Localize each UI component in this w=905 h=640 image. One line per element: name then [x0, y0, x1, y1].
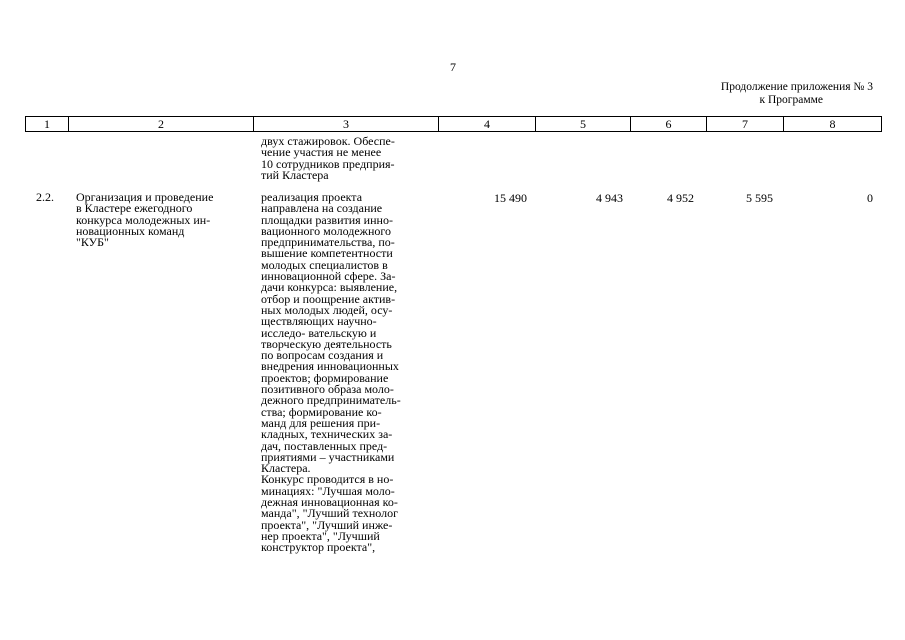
column-number-4: 4: [439, 117, 536, 132]
appendix-note-line2: к Программе: [759, 94, 823, 106]
row-value-col6: 4 952: [667, 191, 694, 205]
row-name: Организация и проведение в Кластере ежегодного конкурса молодежных ин- новационных команд "КУБ": [76, 190, 214, 250]
column-number-1: 1: [26, 117, 69, 132]
column-number-6: 6: [631, 117, 707, 132]
column-number-header: [25, 116, 882, 132]
column-number-2: 2: [69, 117, 254, 132]
column-number-5: 5: [536, 117, 631, 132]
row-index: 2.2.: [36, 190, 54, 204]
row-value-col5: 4 943: [596, 191, 623, 205]
appendix-note: [721, 81, 873, 107]
page-number: 7: [450, 60, 456, 74]
continuation-text: двух стажировок. Обеспе- чение участия не менее 10 сотрудников предприя- тий Кластера: [261, 134, 395, 182]
row-value-col8: 0: [867, 191, 873, 205]
row-description: реализация проекта направлена на создание площадки развития инно- вационного молодежного предпринимательства, по- вышение компетентности молодых специалистов в инновационной сфере. За- дачи конкурса: выявление, отбор и поощрение актив- ных молодых людей, осу- ществляющих научно- исследо- вательскую и творческую деятельность по вопросам создания и внедрения инновационных проектов; формирование позитивного образа моло- дежного предприниматель- ства; формирование ко- манд для решения при- кладных, технических за- дач, поставленных пред- приятиями – участниками Кластера. Конкурс проводится в но- минациях: "Лучшая моло- дежная инновационная ко- манда", "Лучший технолог проекта", "Лучший инже- нер проекта", "Лучший конструктор проекта",: [261, 190, 401, 555]
column-number-7: 7: [707, 117, 784, 132]
row-value-col4: 15 490: [494, 191, 527, 205]
row-value-col7: 5 595: [746, 191, 773, 205]
column-number-8: 8: [784, 117, 882, 132]
appendix-note-line1: Продолжение приложения № 3: [720, 81, 873, 93]
column-number-3: 3: [254, 117, 439, 132]
